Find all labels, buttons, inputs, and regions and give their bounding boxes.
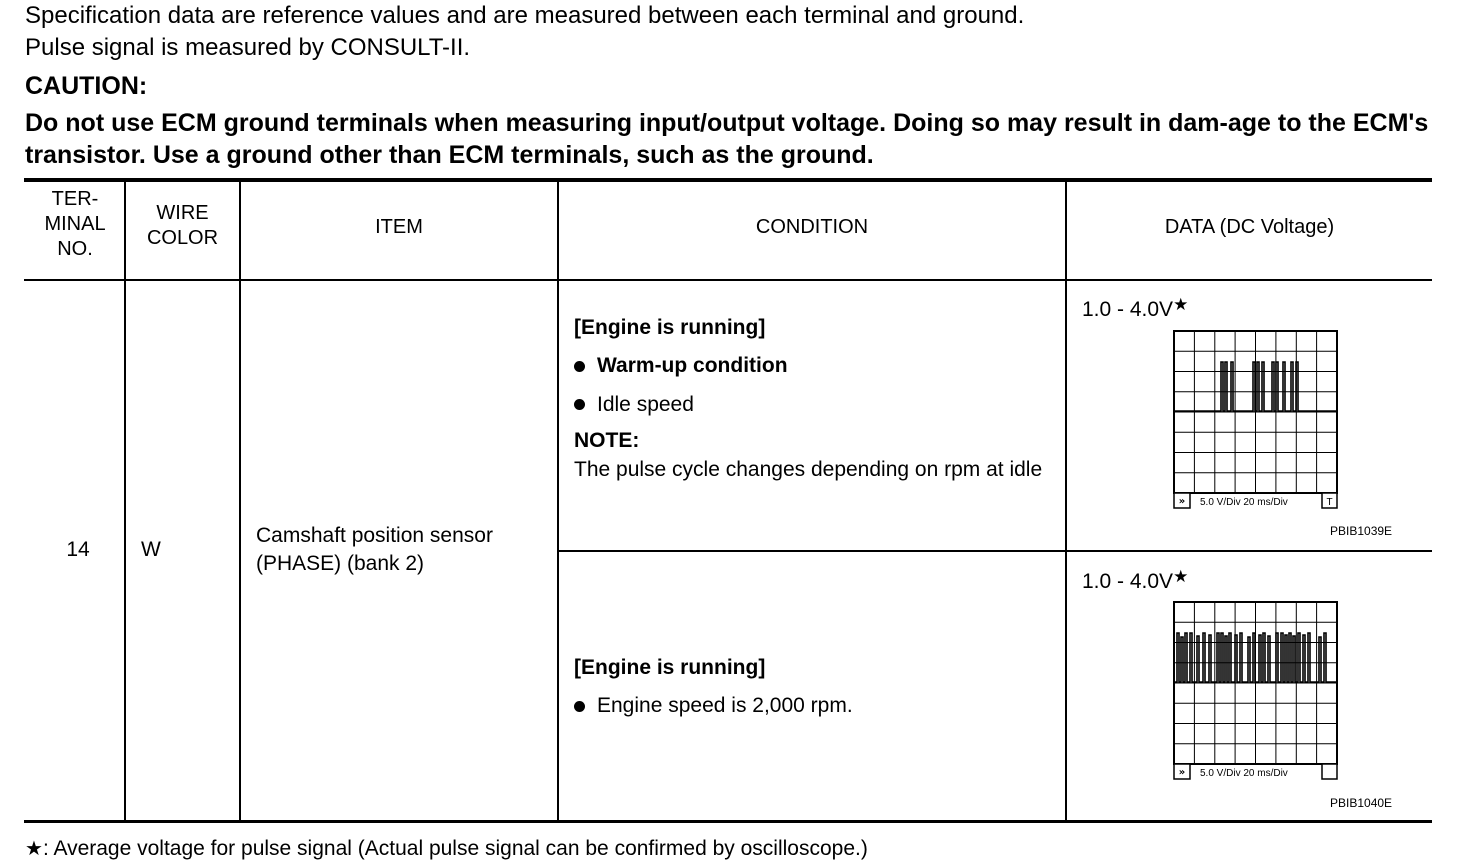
col-divider-3 bbox=[557, 180, 559, 822]
oscilloscope-waveform-1 bbox=[1173, 330, 1339, 512]
condition-1 bbox=[574, 314, 1059, 485]
header-data: DATA (DC Voltage) bbox=[1164, 216, 1335, 238]
header-wire-line1: WIRE bbox=[156, 202, 209, 224]
scope-1-label: 5.0 V/Div 20 ms/Div bbox=[1200, 497, 1288, 508]
scope-1-arrow: » bbox=[1178, 496, 1186, 507]
header-terminal-line2: MINAL bbox=[44, 213, 106, 235]
condition-1-note-text: The pulse cycle changes depending on rpm at idle bbox=[574, 458, 1043, 482]
item-name bbox=[256, 522, 493, 579]
header-item: ITEM bbox=[375, 216, 423, 238]
scope-2-label: 5.0 V/Div 20 ms/Div bbox=[1200, 768, 1288, 779]
spec-note: Specification data are reference values and are measured between each terminal and ground. bbox=[25, 2, 1025, 29]
caution-title: CAUTION: bbox=[25, 72, 148, 100]
header-terminal bbox=[26, 187, 124, 262]
scope-2-arrow: » bbox=[1178, 767, 1186, 778]
condition-1-heading: [Engine is running] bbox=[574, 316, 766, 339]
pulse-note: Pulse signal is measured by CONSULT-II. bbox=[25, 34, 471, 61]
col-divider-4 bbox=[1065, 180, 1067, 822]
scope-1-marker: T bbox=[1326, 497, 1333, 508]
header-terminal-line1: TER- bbox=[51, 188, 99, 210]
condition-1-note-title: NOTE: bbox=[574, 429, 640, 453]
footnote bbox=[25, 836, 868, 861]
voltage-2-value: 1.0 - 4.0V bbox=[1082, 570, 1174, 593]
caution-text: Do not use ECM ground terminals when measuring input/output voltage. Doing so may result in dam-age to the ECM's transistor. Use a ground other than ECM terminals, such as the ground. bbox=[25, 109, 1429, 169]
table-bottom-rule bbox=[24, 820, 1432, 823]
bullet-icon bbox=[574, 701, 585, 712]
header-wire-color bbox=[126, 201, 239, 251]
header-condition: CONDITION bbox=[755, 216, 869, 238]
condition-1-bullet-1 bbox=[574, 352, 1059, 380]
figure-code-2: PBIB1040E bbox=[1330, 796, 1393, 810]
star-icon: ★ bbox=[1173, 295, 1189, 314]
col-divider-1 bbox=[124, 180, 126, 822]
terminal-number: 14 bbox=[66, 538, 90, 561]
oscilloscope-waveform-2 bbox=[1173, 601, 1339, 781]
header-wire-line2: COLOR bbox=[146, 227, 219, 249]
condition-1-bullet-2 bbox=[574, 391, 1059, 419]
figure-code-1: PBIB1039E bbox=[1330, 524, 1393, 538]
bullet-text: Warm-up condition bbox=[597, 354, 788, 378]
voltage-1-value: 1.0 - 4.0V bbox=[1082, 298, 1174, 321]
star-icon: ★ bbox=[25, 838, 43, 860]
header-divider bbox=[24, 279, 1432, 281]
voltage-2 bbox=[1082, 567, 1188, 594]
item-line1: Camshaft position sensor bbox=[256, 524, 493, 547]
footnote-text: : Average voltage for pulse signal (Actual pulse signal can be confirmed by oscilloscope.) bbox=[42, 837, 868, 860]
condition-2-bullet-1 bbox=[574, 692, 1059, 720]
condition-2-heading: [Engine is running] bbox=[574, 656, 766, 679]
bullet-text: Engine speed is 2,000 rpm. bbox=[597, 694, 853, 718]
table-top-rule bbox=[24, 178, 1432, 182]
bullet-icon bbox=[574, 361, 585, 372]
col-divider-2 bbox=[239, 180, 241, 822]
wire-color: W bbox=[141, 538, 161, 561]
bullet-text: Idle speed bbox=[597, 392, 694, 416]
voltage-1 bbox=[1082, 295, 1188, 322]
row-divider bbox=[557, 550, 1432, 552]
item-line2: (PHASE) (bank 2) bbox=[256, 552, 425, 576]
condition-2 bbox=[574, 654, 1059, 721]
bullet-icon bbox=[574, 399, 585, 410]
star-icon: ★ bbox=[1173, 567, 1189, 586]
header-terminal-line3: NO. bbox=[57, 238, 93, 260]
